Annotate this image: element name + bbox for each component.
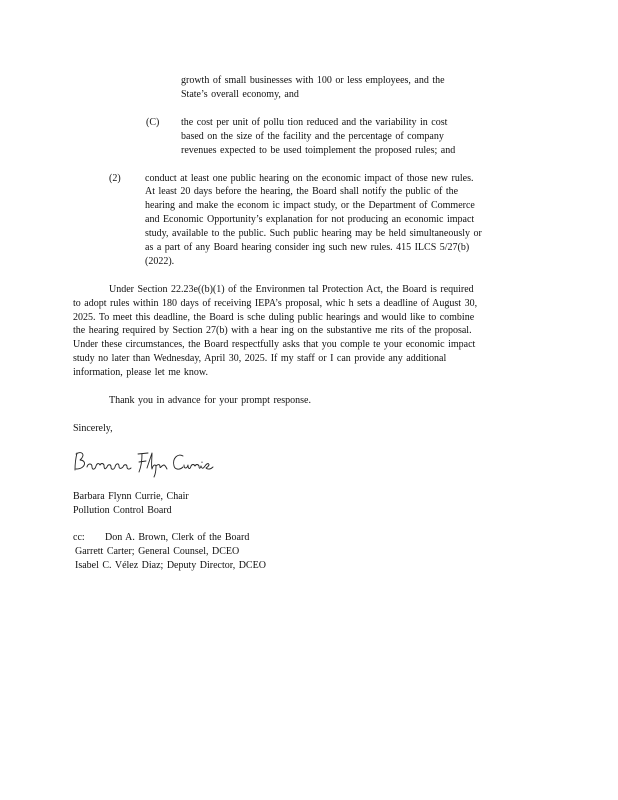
paragraph-line: to adopt rules within 180 days of receiving IEPA’s proposal, whic h sets a deadline of August 30, — [73, 298, 478, 309]
list-item-c-line: the cost per unit of pollu tion reduced and the variability in cost — [181, 117, 448, 128]
list-item-2-line: conduct at least one public hearing on the economic impact of those new rules. — [145, 173, 474, 184]
paragraph-line: 2025. To meet this deadline, the Board is sche duling public hearings and would like to combine — [73, 312, 475, 323]
cc-recipient: Isabel C. Vélez Diaz; Deputy Director, DCEO — [75, 560, 266, 571]
list-item-c-label: (C) — [146, 117, 160, 128]
paragraph-line: information, please let me know. — [73, 367, 208, 378]
list-item-b-line: State’s overall economy, and — [181, 89, 299, 100]
cc-recipient: Don A. Brown, Clerk of the Board — [105, 532, 250, 543]
list-item-c-line: revenues expected to be used toimplement the proposed rules; and — [181, 145, 456, 156]
paragraph-line: study no later than Wednesday, April 30, 2025. If my staff or I can provide any additional — [73, 353, 447, 364]
list-item-2-label: (2) — [109, 173, 121, 184]
list-item-2-line: (2022). — [145, 256, 175, 267]
list-item-c-line: based on the size of the facility and the percentage of company — [181, 131, 444, 142]
list-item-2-line: and Economic Opportunity’s explanation for not producing an economic impact — [145, 214, 475, 225]
closing: Sincerely, — [73, 423, 113, 434]
thanks-line: Thank you in advance for your prompt response. — [109, 395, 311, 406]
list-item-2-line: as a part of any Board hearing consider ing such new rules. 415 ILCS 5/27(b) — [145, 242, 470, 253]
paragraph-line: Under these circumstances, the Board respectfully asks that you comple te your economic impact — [73, 339, 476, 350]
list-item-b-line: growth of small businesses with 100 or less employees, and the — [181, 75, 445, 86]
cc-label: cc: — [73, 532, 85, 543]
list-item-2-line: study, available to the public. Such public hearing may be held simultaneously or — [145, 228, 482, 239]
list-item-2-line: At least 20 days before the hearing, the Board shall notify the public of the — [145, 186, 459, 197]
signer-name-title: Barbara Flynn Currie, Chair — [73, 491, 189, 502]
cc-recipient: Garrett Carter; General Counsel, DCEO — [75, 546, 240, 557]
signer-organization: Pollution Control Board — [73, 505, 172, 516]
signature-image — [72, 448, 217, 478]
paragraph-line: Under Section 22.23e((b)(1) of the Environmen tal Protection Act, the Board is required — [109, 284, 474, 295]
paragraph-line: the hearing required by Section 27(b) with a hear ing on the substantive me rits of the proposal. — [73, 325, 472, 336]
list-item-2-line: hearing and make the econom ic impact study, or the Department of Commerce — [145, 200, 475, 211]
